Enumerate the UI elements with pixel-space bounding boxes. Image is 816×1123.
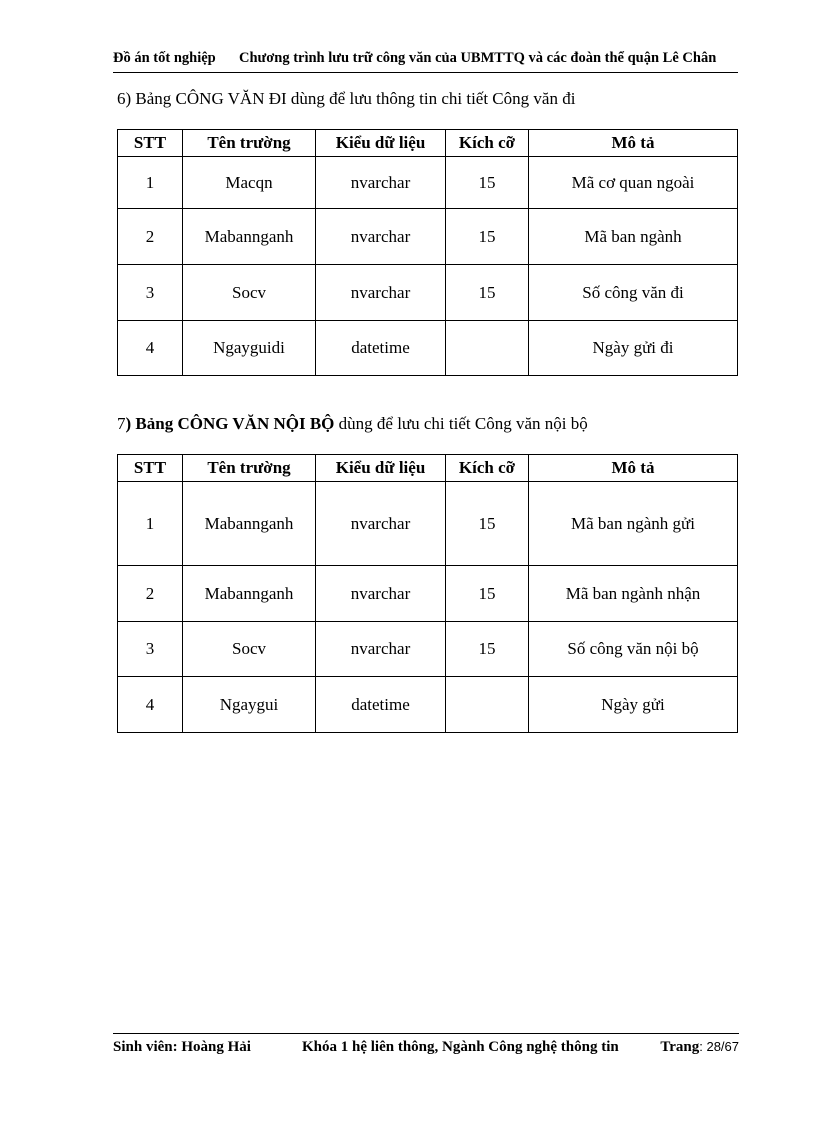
col-header-kich-co: Kích cỡ bbox=[446, 455, 529, 482]
cell: Mã ban ngành nhận bbox=[529, 566, 738, 622]
cell: 3 bbox=[118, 265, 183, 321]
cell: Ngaygui bbox=[183, 677, 316, 733]
col-header-ten-truong: Tên trường bbox=[183, 455, 316, 482]
col-header-stt: STT bbox=[118, 455, 183, 482]
table-row bbox=[118, 566, 738, 622]
footer-student: Sinh viên: Hoàng Hải bbox=[113, 1039, 251, 1055]
cell: 15 bbox=[446, 265, 529, 321]
cell: 15 bbox=[446, 482, 529, 566]
table-row bbox=[118, 622, 738, 677]
cell: 4 bbox=[118, 677, 183, 733]
table-6-caption: 6) Bảng CÔNG VĂN ĐI dùng để lưu thông tin chi tiết Công văn đi bbox=[117, 89, 576, 108]
cell: Mã cơ quan ngoài bbox=[529, 157, 738, 209]
table-row bbox=[118, 209, 738, 265]
cell: nvarchar bbox=[316, 566, 446, 622]
caption-bold: ) Bảng CÔNG VĂN NỘI BỘ bbox=[125, 414, 335, 433]
cell: Socv bbox=[183, 265, 316, 321]
cell: nvarchar bbox=[316, 482, 446, 566]
cell: 15 bbox=[446, 622, 529, 677]
cell: Ngày gửi đi bbox=[529, 321, 738, 376]
table-header-row bbox=[118, 130, 738, 157]
cell: Mabannganh bbox=[183, 566, 316, 622]
table-row bbox=[118, 157, 738, 209]
page-header bbox=[113, 50, 738, 73]
table-row bbox=[118, 321, 738, 376]
table-row bbox=[118, 482, 738, 566]
table-7-caption bbox=[117, 414, 588, 434]
cell: 4 bbox=[118, 321, 183, 376]
caption-number: 7 bbox=[117, 414, 126, 433]
col-header-kieu-du-lieu: Kiểu dữ liệu bbox=[316, 130, 446, 157]
cell: nvarchar bbox=[316, 622, 446, 677]
cell: Socv bbox=[183, 622, 316, 677]
cell bbox=[446, 321, 529, 376]
cell: 15 bbox=[446, 209, 529, 265]
cell: 1 bbox=[118, 157, 183, 209]
cell: Macqn bbox=[183, 157, 316, 209]
col-header-mo-ta: Mô tả bbox=[529, 455, 738, 482]
table-row bbox=[118, 677, 738, 733]
header-left: Đồ án tốt nghiệp bbox=[113, 50, 216, 66]
table-header-row bbox=[118, 455, 738, 482]
cell: nvarchar bbox=[316, 265, 446, 321]
cell: Mabannganh bbox=[183, 482, 316, 566]
table-row bbox=[118, 265, 738, 321]
col-header-mo-ta: Mô tả bbox=[529, 130, 738, 157]
cell: 15 bbox=[446, 566, 529, 622]
cell: nvarchar bbox=[316, 209, 446, 265]
cell: Mã ban ngành bbox=[529, 209, 738, 265]
col-header-kieu-du-lieu: Kiểu dữ liệu bbox=[316, 455, 446, 482]
cell: datetime bbox=[316, 321, 446, 376]
col-header-ten-truong: Tên trường bbox=[183, 130, 316, 157]
cell: 2 bbox=[118, 566, 183, 622]
page-number: : 28/67 bbox=[699, 1039, 739, 1054]
cell: Ngày gửi bbox=[529, 677, 738, 733]
cell: 15 bbox=[446, 157, 529, 209]
cell: Mã ban ngành gửi bbox=[529, 482, 738, 566]
caption-rest: dùng để lưu chi tiết Công văn nội bộ bbox=[334, 414, 588, 433]
cell: 1 bbox=[118, 482, 183, 566]
footer-course: Khóa 1 hệ liên thông, Ngành Công nghệ thông tin bbox=[302, 1039, 619, 1055]
cell: 3 bbox=[118, 622, 183, 677]
table-cong-van-noi-bo bbox=[117, 454, 738, 733]
page-label: Trang bbox=[660, 1039, 700, 1055]
cell: Số công văn nội bộ bbox=[529, 622, 738, 677]
col-header-kich-co: Kích cỡ bbox=[446, 130, 529, 157]
table-cong-van-di bbox=[117, 129, 738, 376]
cell: Mabannganh bbox=[183, 209, 316, 265]
cell: Số công văn đi bbox=[529, 265, 738, 321]
col-header-stt: STT bbox=[118, 130, 183, 157]
cell: Ngayguidi bbox=[183, 321, 316, 376]
cell: 2 bbox=[118, 209, 183, 265]
cell: nvarchar bbox=[316, 157, 446, 209]
header-right: Chương trình lưu trữ công văn của UBMTTQ và các đoàn thể quận Lê Chân bbox=[239, 50, 717, 66]
cell bbox=[446, 677, 529, 733]
footer-page bbox=[660, 1039, 739, 1056]
cell: datetime bbox=[316, 677, 446, 733]
page-footer bbox=[113, 1033, 739, 1061]
